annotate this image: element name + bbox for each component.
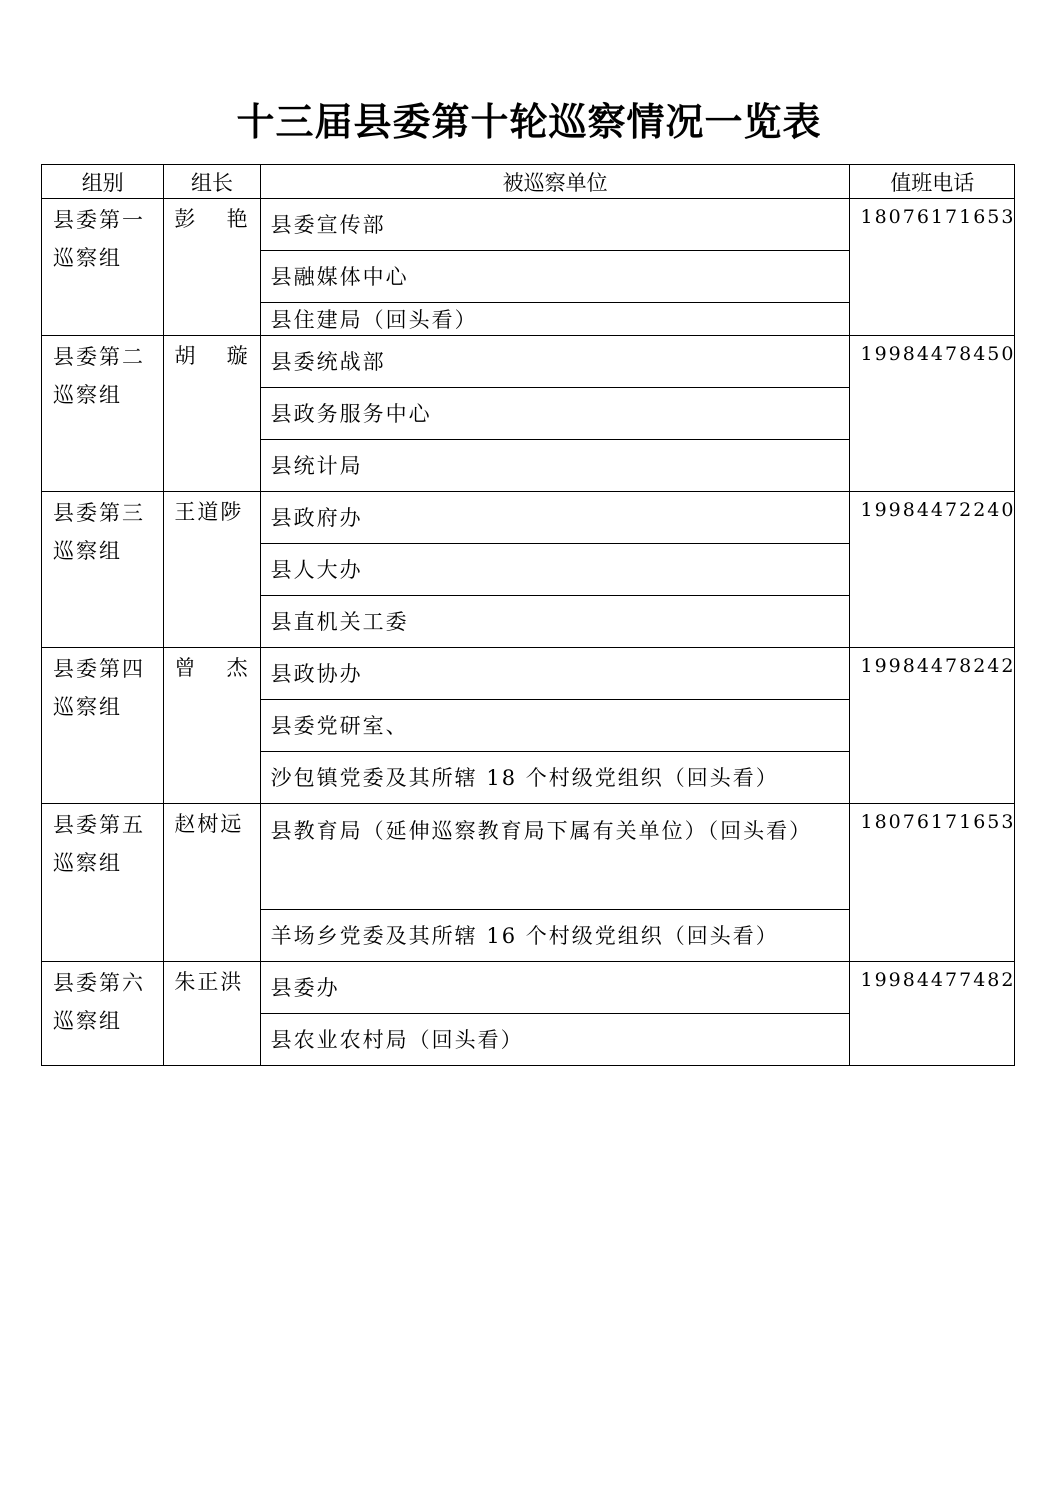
cell-leader <box>164 199 260 336</box>
table-row <box>42 492 1015 544</box>
header-units: 被巡察单位 <box>260 165 850 199</box>
leader-name-part: 赵树远 <box>174 812 244 836</box>
cell-phone <box>850 962 1015 1066</box>
leader-name <box>174 968 249 996</box>
unit-name: 县政协办 <box>270 662 363 686</box>
leader-name-part: 杰 <box>226 656 250 680</box>
group-name: 县委第四巡察组 <box>53 657 145 719</box>
cell-unit <box>260 804 850 910</box>
cell-phone <box>850 492 1015 648</box>
leader-name-part: 璇 <box>226 344 250 368</box>
cell-phone <box>850 804 1015 962</box>
header-group: 组别 <box>42 165 164 199</box>
cell-unit <box>260 388 850 440</box>
leader-name <box>174 498 249 526</box>
cell-phone <box>850 336 1015 492</box>
table-body <box>42 199 1015 1066</box>
unit-name: 县直机关工委 <box>270 610 409 634</box>
cell-unit <box>260 962 850 1014</box>
cell-unit <box>260 648 850 700</box>
unit-name: 县委统战部 <box>270 350 386 374</box>
cell-unit <box>260 544 850 596</box>
leader-name-part: 艳 <box>226 207 250 231</box>
phone-number: 19984478242 <box>860 655 1016 677</box>
cell-leader <box>164 962 260 1066</box>
table-row <box>42 648 1015 700</box>
cell-group <box>42 804 164 962</box>
unit-name: 县政府办 <box>270 506 363 530</box>
phone-number: 18076171653 <box>860 206 1016 228</box>
unit-name: 县农业农村局（回头看） <box>270 1028 524 1052</box>
cell-unit <box>260 492 850 544</box>
unit-name: 县统计局 <box>270 454 363 478</box>
unit-name: 县政务服务中心 <box>270 402 432 426</box>
cell-group <box>42 336 164 492</box>
header-row <box>42 165 1015 199</box>
cell-unit <box>260 910 850 962</box>
cell-group <box>42 199 164 336</box>
cell-unit <box>260 440 850 492</box>
cell-unit <box>260 700 850 752</box>
table-row <box>42 804 1015 910</box>
cell-phone <box>850 648 1015 804</box>
cell-leader <box>164 648 260 804</box>
unit-name: 县教育局（延伸巡察教育局下属有关单位）（回头看） <box>270 819 813 843</box>
cell-unit <box>260 752 850 804</box>
leader-name <box>174 654 249 682</box>
group-name: 县委第三巡察组 <box>53 501 145 563</box>
leader-name-part: 曾 <box>174 656 198 680</box>
leader-name-part: 朱正洪 <box>174 970 244 994</box>
cell-leader <box>164 804 260 962</box>
unit-name: 县委党研室、 <box>270 714 409 738</box>
phone-number: 19984477482 <box>860 969 1016 991</box>
cell-group <box>42 492 164 648</box>
unit-name: 县住建局（回头看） <box>270 308 478 332</box>
cell-leader <box>164 336 260 492</box>
cell-unit <box>260 303 850 336</box>
phone-number: 19984472240 <box>860 499 1016 521</box>
page-title: 十三届县委第十轮巡察情况一览表 <box>236 99 822 144</box>
cell-unit <box>260 199 850 251</box>
cell-group <box>42 648 164 804</box>
cell-leader <box>164 492 260 648</box>
leader-name <box>174 810 249 838</box>
cell-group <box>42 962 164 1066</box>
header-phone: 值班电话 <box>850 165 1015 199</box>
table-row <box>42 336 1015 388</box>
phone-number: 19984478450 <box>860 343 1016 365</box>
unit-name: 县委办 <box>270 976 340 1000</box>
cell-unit <box>260 251 850 303</box>
phone-number: 18076171653 <box>860 811 1016 833</box>
unit-name: 县人大办 <box>270 558 363 582</box>
table-row <box>42 962 1015 1014</box>
group-name: 县委第五巡察组 <box>53 813 145 875</box>
leader-name-part: 王道陟 <box>174 500 244 524</box>
inspection-table <box>41 164 1015 1066</box>
leader-name <box>174 205 249 233</box>
cell-phone <box>850 199 1015 336</box>
table-row <box>42 199 1015 251</box>
unit-name: 县融媒体中心 <box>270 265 409 289</box>
unit-name: 沙包镇党委及其所辖 18 个村级党组织（回头看） <box>270 766 779 790</box>
cell-unit <box>260 336 850 388</box>
cell-unit <box>260 596 850 648</box>
unit-name: 县委宣传部 <box>270 213 386 237</box>
unit-name: 羊场乡党委及其所辖 16 个村级党组织（回头看） <box>270 924 779 948</box>
cell-unit <box>260 1014 850 1066</box>
leader-name-part: 胡 <box>174 344 198 368</box>
group-name: 县委第六巡察组 <box>53 971 145 1033</box>
header-leader: 组长 <box>164 165 260 199</box>
group-name: 县委第二巡察组 <box>53 345 145 407</box>
group-name: 县委第一巡察组 <box>53 208 145 270</box>
leader-name-part: 彭 <box>174 207 198 231</box>
leader-name <box>174 342 249 370</box>
